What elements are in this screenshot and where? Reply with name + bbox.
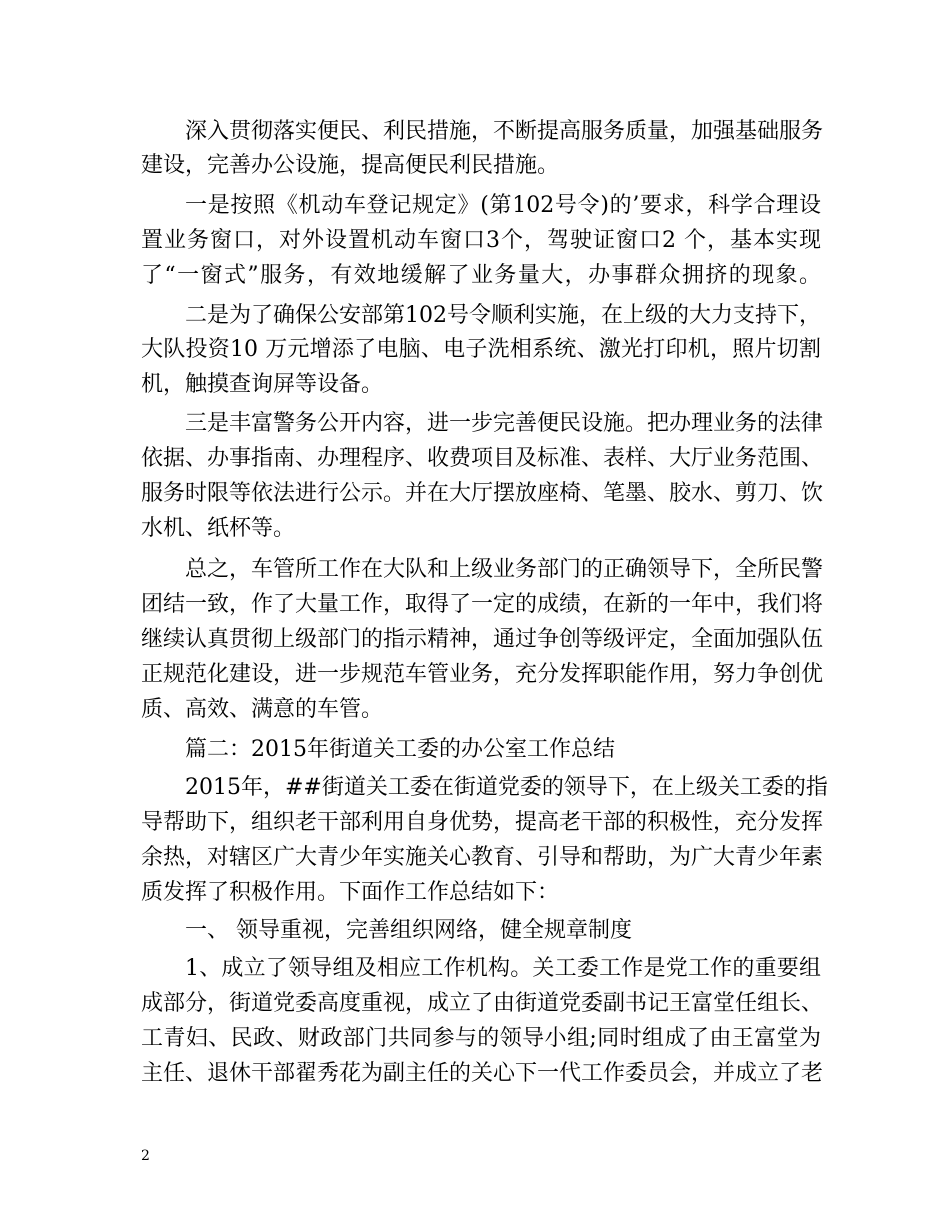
section-heading: 篇二：2015年街道关工委的办公室工作总结 — [185, 737, 615, 762]
text-line: 成部分，街道党委高度重视，成立了由街道党委副书记王富堂任组长、 — [141, 991, 824, 1016]
text-line: 一是按照《机动车登记规定》(第102号令)的’要求，科学合理设 — [185, 193, 821, 218]
text-line: 质、高效、满意的车管。 — [141, 697, 384, 722]
text-line: 建设，完善办公设施，提高便民利民措施。 — [141, 153, 560, 178]
subsection-heading: 一、 领导重视，完善组织网络，健全规章制度 — [185, 918, 632, 943]
text-line: 依据、办事指南、办理程序、收费项目及标准、表样、大厅业务范围、 — [141, 446, 824, 471]
text-line: 置业务窗口，对外设置机动车窗口3个，驾驶证窗口2 个，基本实现 — [141, 228, 821, 253]
text-line: 总之，车管所工作在大队和上级业务部门的正确领导下，全所民警 — [185, 557, 824, 582]
text-line: 继续认真贯彻上级部门的指示精神，通过争创等级评定，全面加强队伍 — [141, 627, 824, 652]
text-line: 余热，对辖区广大青少年实施关心教育、引导和帮助，为广大青少年素 — [141, 845, 824, 870]
text-line: 质发挥了积极作用。下面作工作总结如下： — [141, 880, 560, 905]
text-line: 机，触摸查询屏等设备。 — [141, 372, 384, 397]
text-line: 主任、退休干部翟秀花为副主任的关心下一代工作委员会，并成立了老 — [141, 1061, 824, 1086]
text-line: 2015年，##街道关工委在街道党委的领导下，在上级关工委的指 — [185, 775, 828, 800]
text-line: 二是为了确保公安部第102号令顺利实施，在上级的大力支持下， — [185, 303, 821, 328]
text-line: 了“一窗式”服务，有效地缓解了业务量大，办事群众拥挤的现象。 — [141, 263, 821, 288]
text-line: 导帮助下，组织老干部利用自身优势，提高老干部的积极性，充分发挥 — [141, 810, 824, 835]
text-line: 工青妇、民政、财政部门共同参与的领导小组;同时组成了由王富堂为 — [141, 1026, 821, 1051]
page-number: 2 — [141, 1148, 150, 1164]
text-line: 服务时限等依法进行公示。并在大厅摆放座椅、笔墨、胶水、剪刀、饮 — [141, 481, 824, 506]
text-line: 深入贯彻落实便民、利民措施，不断提高服务质量，加强基础服务 — [185, 119, 824, 144]
text-line: 水机、纸杯等。 — [141, 516, 296, 541]
text-line: 1、成立了领导组及相应工作机构。关工委工作是党工作的重要组 — [185, 956, 821, 981]
text-line: 团结一致，作了大量工作，取得了一定的成绩，在新的一年中，我们将 — [141, 592, 824, 617]
text-line: 大队投资10 万元增添了电脑、电子洗相系统、激光打印机，照片切割 — [141, 337, 821, 362]
text-line: 正规范化建设，进一步规范车管业务，充分发挥职能作用，努力争创优 — [141, 662, 824, 687]
text-line: 三是丰富警务公开内容，进一步完善便民设施。把办理业务的法律 — [185, 411, 824, 436]
